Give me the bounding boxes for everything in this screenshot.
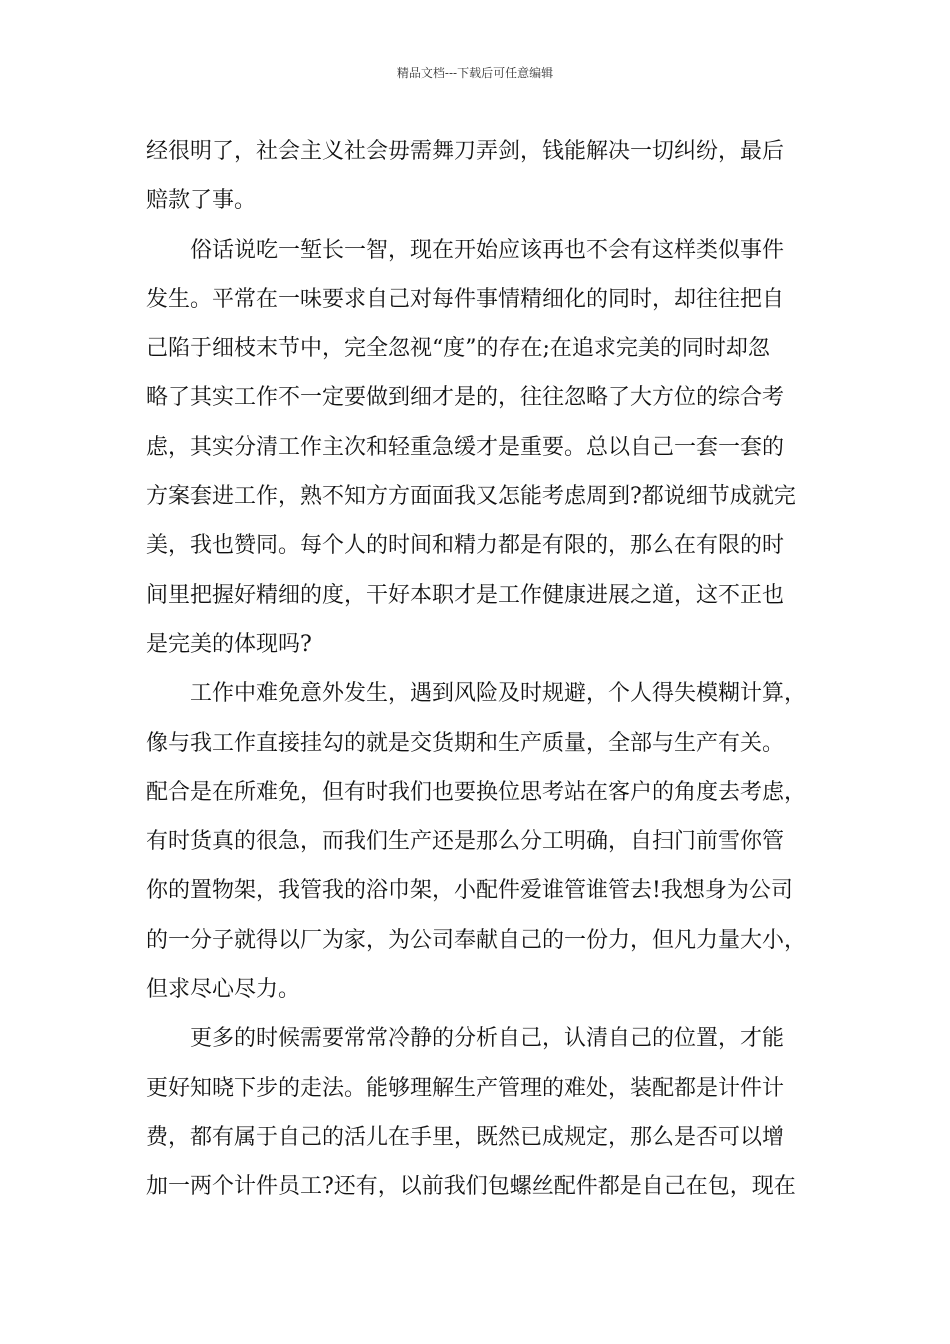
page-header: 精品文档---下载后可任意编辑 [396, 66, 554, 80]
text-line: 发生。平常在一味要求自己对每件事情精细化的同时，却往往把自 [146, 286, 785, 312]
text-line: 是完美的体现吗? [146, 631, 312, 657]
text-line: 更多的时候需要常常冷静的分析自己，认清自己的位置，才能 [146, 1026, 785, 1052]
text-line: 费，都有属于自己的活儿在手里，既然已成规定，那么是否可以增 [146, 1124, 785, 1150]
text-line: 但求尽心尽力。 [146, 977, 301, 1003]
text-line: 的一分子就得以厂为家，为公司奉献自己的一份力，但凡力量大小， [146, 927, 807, 953]
text-line: 美，我也赞同。每个人的时间和精力都是有限的，那么在有限的时 [146, 533, 785, 559]
text-line: 更好知晓下步的走法。能够理解生产管理的难处，装配都是计件计 [146, 1075, 785, 1101]
text-line: 间里把握好精细的度，干好本职才是工作健康进展之道，这不正也 [146, 582, 785, 608]
text-line: 方案套进工作，熟不知方方面面我又怎能考虑周到?都说细节成就完 [146, 484, 796, 510]
text-line: 加一两个计件员工?还有，以前我们包螺丝配件都是自己在包，现在 [146, 1174, 796, 1200]
text-line: 赔款了事。 [146, 188, 257, 214]
text-line: 你的置物架，我管我的浴巾架，小配件爱谁管谁管去!我想身为公司 [146, 878, 793, 904]
text-line: 配合是在所难免，但有时我们也要换位思考站在客户的角度去考虑， [146, 779, 807, 805]
text-line: 有时货真的很急，而我们生产还是那么分工明确，自扫门前雪你管 [146, 829, 785, 855]
body-text [146, 127, 806, 1212]
text-line: 俗话说吃一堑长一智，现在开始应该再也不会有这样类似事件 [146, 237, 785, 263]
text-line: 经很明了，社会主义社会毋需舞刀弄剑，钱能解决一切纠纷，最后 [146, 139, 785, 164]
text-line: 略了其实工作不一定要做到细才是的，往往忽略了大方位的综合考 [146, 385, 785, 411]
text-line: 虑，其实分清工作主次和轻重急缓才是重要。总以自己一套一套的 [146, 434, 785, 460]
text-line: 己陷于细枝末节中，完全忽视“度”的存在;在追求完美的同时却忽 [146, 336, 770, 362]
text-line: 工作中难免意外发生，遇到风险及时规避，个人得失模糊计算， [146, 681, 807, 707]
text-line: 像与我工作直接挂勾的就是交货期和生产质量，全部与生产有关。 [146, 730, 785, 756]
